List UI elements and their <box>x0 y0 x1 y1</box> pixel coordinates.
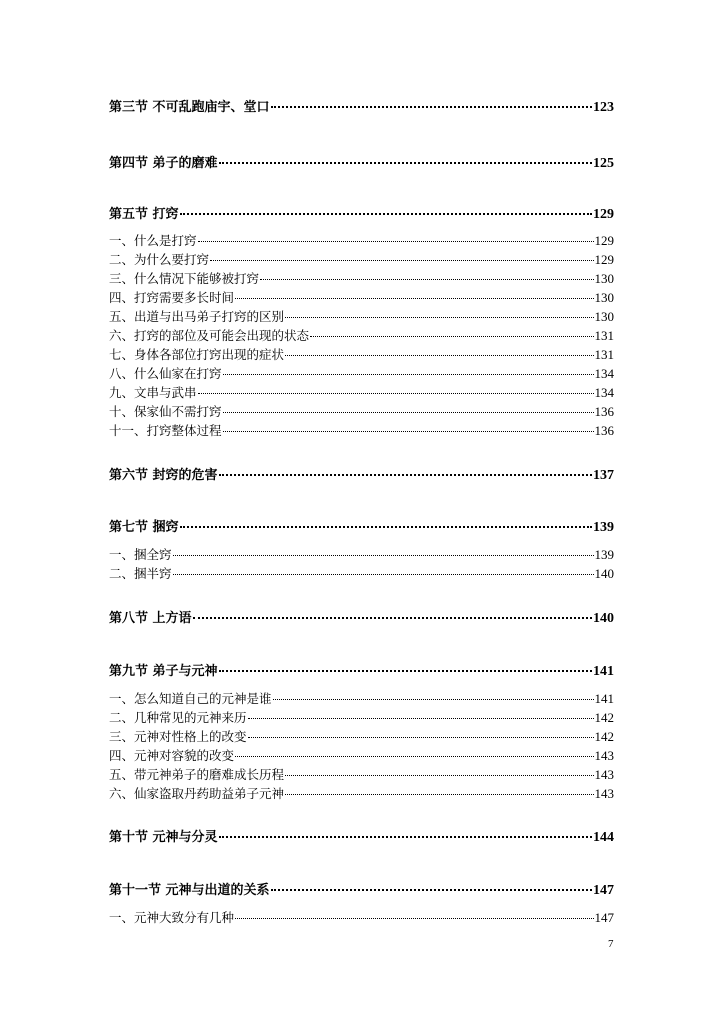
dot-leader <box>198 241 594 242</box>
toc-entry-title: 十一、打窍整体过程 <box>109 423 222 438</box>
toc-entry-title: 六、仙家盗取丹药助益弟子元神 <box>109 786 285 801</box>
dot-leader <box>285 317 593 318</box>
toc-item-entry[interactable] <box>109 746 614 764</box>
toc-item-entry[interactable] <box>109 250 614 268</box>
toc-entry-page: 136 <box>594 404 614 419</box>
toc-entry-page: 131 <box>594 328 614 343</box>
toc-item-entry[interactable] <box>109 727 614 745</box>
toc-entry-page: 141 <box>593 664 614 679</box>
toc-item-entry[interactable] <box>109 231 614 249</box>
toc-entry-title: 第五节 打窍 <box>109 207 179 222</box>
toc-entry-page: 130 <box>594 309 614 324</box>
toc-section-entry[interactable] <box>109 96 614 116</box>
toc-entry-page: 129 <box>594 233 614 248</box>
toc-entry-page: 143 <box>594 786 614 801</box>
toc-entry-page: 136 <box>594 423 614 438</box>
toc-entry-page: 142 <box>594 729 614 744</box>
toc-entry-page: 144 <box>593 830 614 845</box>
toc-entry-title: 十、保家仙不需打窍 <box>109 404 222 419</box>
dot-leader <box>248 718 594 719</box>
dot-leader <box>223 431 594 432</box>
toc-entry-title: 第八节 上方语 <box>109 611 192 626</box>
dot-leader <box>219 836 592 838</box>
toc-item-entry[interactable] <box>109 364 614 382</box>
toc-item-entry[interactable] <box>109 383 614 401</box>
toc-section-entry[interactable] <box>109 826 614 846</box>
toc-entry-title: 第三节 不可乱跑庙宇、堂口 <box>109 100 270 115</box>
toc-item-entry[interactable] <box>109 307 614 325</box>
toc-entry-page: 141 <box>594 691 614 706</box>
toc-entry-page: 130 <box>594 271 614 286</box>
dot-leader <box>248 737 594 738</box>
toc-entry-title: 一、捆全窍 <box>109 547 172 562</box>
dot-leader <box>235 918 593 919</box>
dot-leader <box>219 162 592 164</box>
toc-item-entry[interactable] <box>109 708 614 726</box>
toc-section-entry[interactable] <box>109 152 614 172</box>
dot-leader <box>273 699 594 700</box>
toc-entry-title: 第六节 封窍的危害 <box>109 468 218 483</box>
toc-entry-title: 二、捆半窍 <box>109 566 172 581</box>
toc-entry-page: 142 <box>594 710 614 725</box>
toc-section-entry[interactable] <box>109 203 614 223</box>
toc-entry-page: 139 <box>593 520 614 535</box>
toc-entry-title: 第十一节 元神与出道的关系 <box>109 883 270 898</box>
dot-leader <box>198 393 594 394</box>
dot-leader <box>223 412 594 413</box>
toc-entry-title: 五、带元神弟子的磨难成长历程 <box>109 767 285 782</box>
toc-entry-title: 三、元神对性格上的改变 <box>109 729 247 744</box>
toc-entry-page: 137 <box>593 468 614 483</box>
dot-leader <box>223 374 594 375</box>
dot-leader <box>310 336 593 337</box>
toc-entry-page: 123 <box>593 100 614 115</box>
toc-entry-title: 第四节 弟子的磨难 <box>109 156 218 171</box>
toc-section-entry[interactable] <box>109 464 614 484</box>
toc-entry-title: 九、文串与武串 <box>109 385 197 400</box>
toc-item-entry[interactable] <box>109 345 614 363</box>
toc-entry-page: 147 <box>593 883 614 898</box>
toc-item-entry[interactable] <box>109 784 614 802</box>
toc-entry-page: 140 <box>593 611 614 626</box>
toc-entry-title: 三、什么情况下能够被打窍 <box>109 271 260 286</box>
toc-item-entry[interactable] <box>109 765 614 783</box>
toc-entry-title: 四、元神对容貌的改变 <box>109 748 235 763</box>
dot-leader <box>219 670 592 672</box>
dot-leader <box>285 775 593 776</box>
dot-leader <box>173 555 594 556</box>
toc-entry-page: 134 <box>594 385 614 400</box>
toc-entry-title: 八、什么仙家在打窍 <box>109 366 222 381</box>
toc-item-entry[interactable] <box>109 421 614 439</box>
toc-entry-title: 一、元神大致分有几种 <box>109 910 235 925</box>
toc-entry-title: 二、为什么要打窍 <box>109 252 210 267</box>
toc-item-entry[interactable] <box>109 545 614 563</box>
toc-item-entry[interactable] <box>109 908 614 926</box>
toc-section-entry[interactable] <box>109 879 614 899</box>
dot-leader <box>173 574 594 575</box>
toc-entry-page: 129 <box>593 207 614 222</box>
toc-item-entry[interactable] <box>109 689 614 707</box>
toc-item-entry[interactable] <box>109 288 614 306</box>
dot-leader <box>219 474 592 476</box>
toc-entry-page: 147 <box>594 910 614 925</box>
toc-entry-page: 143 <box>594 748 614 763</box>
toc-entry-title: 一、什么是打窍 <box>109 233 197 248</box>
dot-leader <box>285 794 593 795</box>
toc-entry-title: 六、打窍的部位及可能会出现的状态 <box>109 328 310 343</box>
toc-entry-page: 143 <box>594 767 614 782</box>
toc-entry-title: 五、出道与出马弟子打窍的区别 <box>109 309 285 324</box>
dot-leader <box>235 756 593 757</box>
toc-entry-title: 一、怎么知道自己的元神是谁 <box>109 691 272 706</box>
dot-leader <box>271 889 592 891</box>
toc-section-entry[interactable] <box>109 516 614 536</box>
dot-leader <box>235 298 593 299</box>
toc-item-entry[interactable] <box>109 326 614 344</box>
toc-entry-title: 第九节 弟子与元神 <box>109 664 218 679</box>
toc-entry-page: 140 <box>594 566 614 581</box>
toc-entry-page: 131 <box>594 347 614 362</box>
dot-leader <box>180 526 592 528</box>
toc-entry-title: 二、几种常见的元神来历 <box>109 710 247 725</box>
toc-section-entry[interactable] <box>109 660 614 680</box>
dot-leader <box>271 106 592 108</box>
dot-leader <box>210 260 593 261</box>
toc-item-entry[interactable] <box>109 564 614 582</box>
dot-leader <box>180 213 592 215</box>
dot-leader <box>260 279 593 280</box>
toc-item-entry[interactable] <box>109 402 614 420</box>
toc-entry-title: 第十节 元神与分灵 <box>109 830 218 845</box>
toc-entry-page: 139 <box>594 547 614 562</box>
toc-item-entry[interactable] <box>109 269 614 287</box>
toc-entry-title: 第七节 捆窍 <box>109 520 179 535</box>
toc-section-entry[interactable] <box>109 607 614 627</box>
page-number: 7 <box>608 938 614 950</box>
toc-entry-page: 129 <box>594 252 614 267</box>
dot-leader <box>193 617 592 619</box>
toc-entry-page: 130 <box>594 290 614 305</box>
toc-entry-title: 四、打窍需要多长时间 <box>109 290 235 305</box>
toc-entry-page: 134 <box>594 366 614 381</box>
toc-entry-title: 七、身体各部位打窍出现的症状 <box>109 347 285 362</box>
dot-leader <box>285 355 593 356</box>
toc-entry-page: 125 <box>593 156 614 171</box>
